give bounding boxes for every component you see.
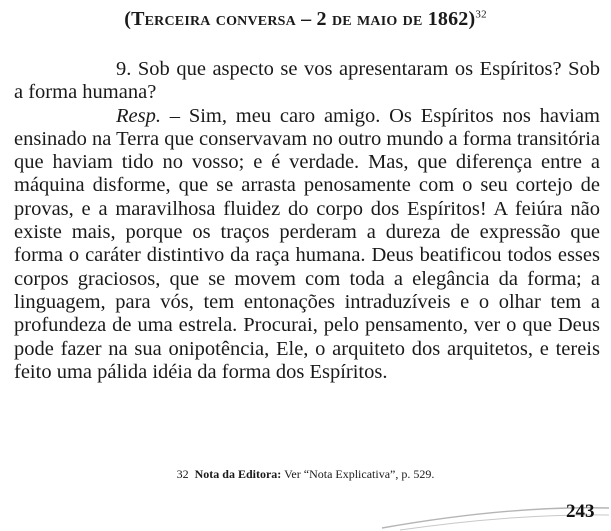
question-paragraph: 9. Sob que aspecto se vos apresentaram os Espíritos? Sob a forma humana? xyxy=(14,58,600,104)
footnote xyxy=(0,467,611,482)
footnote-text: Ver “Nota Explicativa”, p. 529. xyxy=(281,467,435,481)
page-number: 243 xyxy=(566,501,595,522)
section-heading xyxy=(0,8,611,31)
footnote-label: Nota da Editora: xyxy=(194,467,282,481)
answer-label: Resp. xyxy=(116,104,161,127)
answer-text: – Sim, meu caro amigo. Os Espíritos nos haviam ensinado na Terra que conservavam no outro mundo a forma transitória que haviam tido no vosso; e é verdade. Mas, que diferença entre a máquina disforme, que se arrasta penosamente com o seu cortejo de provas, e a maravilhosa fluidez do corpo dos Espíritos! A feiúra não existe mais, porque os traços perderam a dureza de expressão que forma o caráter distintivo da raça humana. Deus beatificou todos esses corpos graciosos, que se movem com toda a elegância da forma; a linguagem, para vós, tem entonações intraduzíveis e o olhar tem a profundeza de uma estrela. Procurai, pelo pensamento, ver o que Deus pode fazer na sua onipotência, Ele, o arquiteto dos arquitetos, e tereis feito uma pálida idéia da forma dos Espíritos. xyxy=(14,104,600,383)
heading-text: (Terceira conversa – 2 de maio de 1862) xyxy=(124,8,476,30)
answer-paragraph xyxy=(14,105,600,385)
heading-footnote-ref: 32 xyxy=(475,8,487,21)
body-text xyxy=(14,58,600,384)
footnote-number: 32 xyxy=(176,467,189,481)
